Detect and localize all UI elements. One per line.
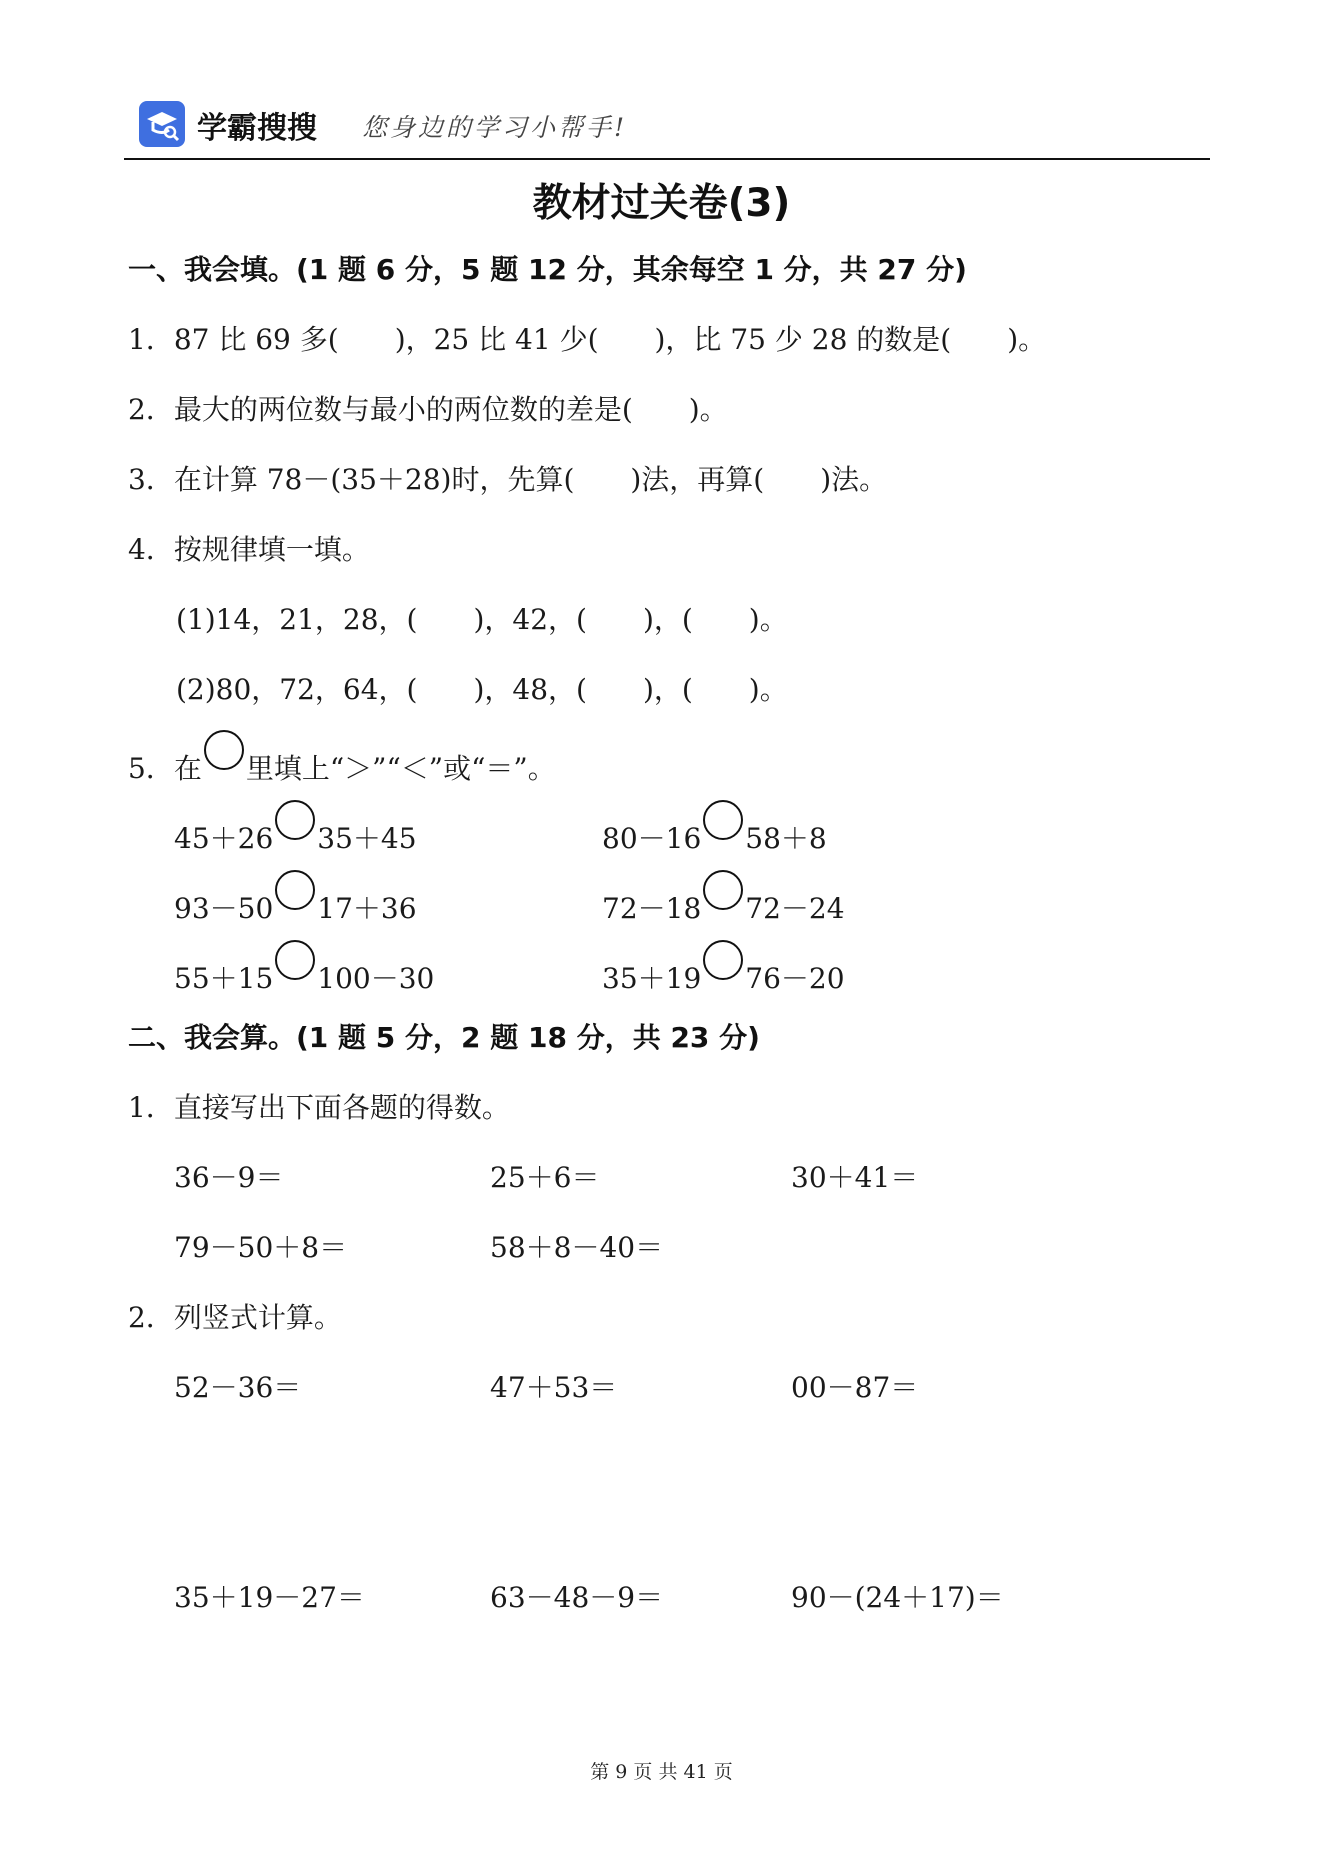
- compare-right: 72－24: [745, 892, 845, 925]
- page-title: 教材过关卷(3): [532, 181, 791, 226]
- compare-item: [174, 954, 434, 997]
- compare-right: 76－20: [745, 962, 845, 995]
- compare-item: [602, 884, 845, 927]
- question-1-5-suffix: 里填上“＞”“＜”或“＝”。: [245, 752, 556, 785]
- compare-item: [174, 884, 417, 927]
- compare-blank-circle: [703, 800, 743, 840]
- brand-logo: [139, 101, 185, 147]
- compare-right: 100－30: [317, 962, 435, 995]
- compare-blank-circle: [275, 870, 315, 910]
- compare-item: [174, 814, 417, 857]
- vertical-problem: 90－(24＋17)＝: [791, 1581, 1004, 1614]
- section-1-heading: 一、我会填。(1 题 6 分，5 题 12 分，其余每空 1 分，共 27 分): [128, 253, 967, 286]
- question-1-4-part1: (1)14，21，28，( )，42，( )，( )。: [176, 603, 788, 636]
- oral-problem: 36－9＝: [174, 1161, 284, 1194]
- vertical-problem: 47＋53＝: [490, 1371, 618, 1404]
- compare-blank-circle: [275, 940, 315, 980]
- brand-name: 学霸搜搜: [197, 111, 317, 146]
- question-1-5-prefix: 5．在: [128, 752, 202, 785]
- compare-item: [602, 954, 845, 997]
- compare-blank-circle: [703, 940, 743, 980]
- compare-circle-icon: [204, 730, 244, 770]
- compare-blank-circle: [275, 800, 315, 840]
- compare-right: 58＋8: [745, 822, 827, 855]
- header-divider: [124, 158, 1210, 160]
- oral-problem: 79－50＋8＝: [174, 1231, 348, 1264]
- oral-problem: 58＋8－40＝: [490, 1231, 664, 1264]
- question-2-1: 1．直接写出下面各题的得数。: [128, 1091, 510, 1124]
- compare-item: [602, 814, 827, 857]
- oral-problem: 25＋6＝: [490, 1161, 600, 1194]
- question-1-4-part2: (2)80，72，64，( )，48，( )，( )。: [176, 673, 788, 706]
- brand-slogan: 您身边的学习小帮手!: [362, 113, 628, 142]
- question-1-5: [128, 744, 556, 787]
- compare-left: 93－50: [174, 892, 274, 925]
- graduation-cap-search-icon: [139, 101, 185, 147]
- compare-right: 17＋36: [317, 892, 417, 925]
- vertical-problem: 52－36＝: [174, 1371, 302, 1404]
- compare-left: 45＋26: [174, 822, 274, 855]
- compare-left: 55＋15: [174, 962, 274, 995]
- compare-blank-circle: [703, 870, 743, 910]
- vertical-problem: 00－87＝: [791, 1371, 919, 1404]
- vertical-problem: 63－48－9＝: [490, 1581, 664, 1614]
- question-1-1: 1．87 比 69 多( )，25 比 41 少( )，比 75 少 28 的数是( )。: [128, 323, 1047, 356]
- vertical-problem: 35＋19－27＝: [174, 1581, 365, 1614]
- question-1-2: 2．最大的两位数与最小的两位数的差是( )。: [128, 393, 728, 426]
- page-number: 第 9 页 共 41 页: [590, 1761, 733, 1783]
- compare-left: 72－18: [602, 892, 702, 925]
- compare-left: 80－16: [602, 822, 702, 855]
- compare-right: 35＋45: [317, 822, 417, 855]
- section-2-heading: 二、我会算。(1 题 5 分，2 题 18 分，共 23 分): [128, 1021, 760, 1054]
- oral-problem: 30＋41＝: [791, 1161, 919, 1194]
- question-2-2: 2．列竖式计算。: [128, 1301, 342, 1334]
- question-1-3: 3．在计算 78－(35＋28)时，先算( )法，再算( )法。: [128, 463, 888, 496]
- compare-left: 35＋19: [602, 962, 702, 995]
- question-1-4: 4．按规律填一填。: [128, 533, 370, 566]
